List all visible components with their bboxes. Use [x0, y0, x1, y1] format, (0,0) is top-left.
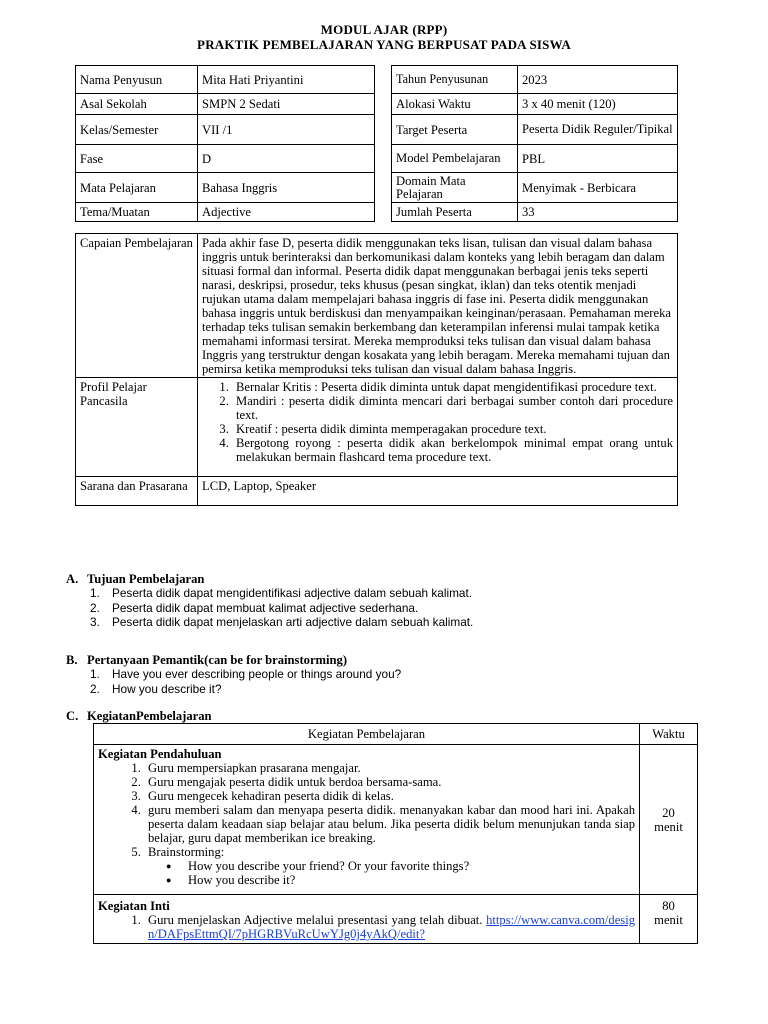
pemantik-list [76, 667, 401, 696]
sarana-row [76, 477, 678, 506]
info-row [76, 173, 375, 203]
col-header-time: Waktu [640, 724, 698, 745]
list-item: 5. Brainstorming: [144, 845, 635, 859]
document-title: MODUL AJAR (RPP) [320, 22, 448, 37]
inti-item-text: Guru menjelaskan Adjective melalui presentasi yang telah dibuat. [148, 913, 483, 927]
info-label: Alokasi Waktu [392, 94, 518, 115]
list-item: 2. How you describe it? [90, 681, 222, 696]
list-item: 1. Guru mempersiapkan prasarana mengajar. [144, 761, 635, 775]
inti-title: Kegiatan Inti [98, 899, 170, 913]
info-value: Bahasa Inggris [198, 173, 375, 203]
section-b-heading [66, 653, 347, 667]
pendahuluan-row [94, 745, 698, 895]
info-label: Nama Penyusun [76, 66, 198, 94]
inti-row [94, 895, 698, 944]
info-row [76, 145, 375, 173]
info-value: Adjective [198, 203, 375, 222]
info-value: PBL [518, 145, 678, 173]
info-label: Fase [76, 145, 198, 173]
inti-cell [94, 895, 640, 944]
info-value: Peserta Didik Reguler/Tipikal [518, 115, 678, 145]
time-value: 20 [662, 805, 675, 820]
sarana-label: Sarana dan Prasarana [76, 477, 198, 506]
info-row [76, 94, 375, 115]
time-unit: menit [654, 819, 683, 834]
info-value: D [198, 145, 375, 173]
info-label: Model Pembelajaran [392, 145, 518, 173]
document-subtitle: PRAKTIK PEMBELAJARAN YANG BERPUSAT PADA SISWA [197, 37, 571, 52]
info-value: Mita Hati Priyantini [198, 66, 375, 94]
info-table-left [75, 65, 375, 222]
profil-label: Profil Pelajar Pancasila [76, 378, 198, 477]
list-item: 2. Guru mengajak peserta didik untuk berdoa bersama-sama. [144, 775, 635, 789]
section-letter: C. [66, 709, 79, 723]
info-value: SMPN 2 Sedati [198, 94, 375, 115]
info-row [392, 203, 678, 222]
info-row [392, 115, 678, 145]
info-row [392, 66, 678, 94]
capaian-label: Capaian Pembelajaran [76, 234, 198, 378]
list-item: 3. Guru mengecek kehadiran peserta didik di kelas. [144, 789, 635, 803]
info-value: VII /1 [198, 115, 375, 145]
kegiatan-table [93, 723, 698, 944]
section-letter: B. [66, 653, 78, 667]
time-value: 80 [662, 899, 675, 913]
section-title: KegiatanPembelajaran [87, 709, 212, 723]
profil-item: 4. Bergotong royong : peserta didik akan berkelompok minimal empat orang untuk melakukan bermain flashcard tema procedure text. [232, 436, 673, 464]
info-row [76, 66, 375, 94]
info-value: Menyimak - Berbicara [518, 173, 678, 203]
profil-cell [198, 378, 678, 477]
info-row [392, 94, 678, 115]
info-row [392, 173, 678, 203]
list-item: 4. guru memberi salam dan menyapa peserta didik. menanyakan kabar dan mood hari ini. Apakah peserta dalam keadaan siap belajar atau belum. Jika peserta didik belum menunjukan tanda siap belajar, guru dapat memberikan ice breaking. [144, 803, 635, 845]
info-label: Domain Mata Pelajaran [392, 173, 518, 203]
capaian-row [76, 234, 678, 378]
list-item: 2. Peserta didik dapat membuat kalimat adjective sederhana. [90, 600, 419, 615]
learning-outcomes-table [75, 233, 678, 506]
pendahuluan-cell [94, 745, 640, 895]
kegiatan-header-row [94, 724, 698, 745]
section-title: Pertanyaan Pemantik(can be for brainstorming) [87, 653, 348, 667]
section-title: Tujuan Pembelajaran [87, 572, 205, 586]
info-value: 2023 [518, 66, 678, 94]
info-table-right [391, 65, 678, 222]
profil-list [202, 380, 673, 464]
list-item: 3. Peserta didik dapat menjelaskan arti adjective dalam sebuah kalimat. [90, 615, 474, 629]
info-label: Tahun Penyusunan [392, 66, 518, 94]
info-row [76, 203, 375, 222]
section-a-heading [66, 572, 204, 586]
time-unit: menit [654, 913, 683, 927]
profil-item: 2. Mandiri : peserta didik diminta mencari dari berbagai sumber contoh dari procedure text. [232, 394, 673, 422]
profil-row [76, 378, 678, 477]
list-item: 1. Have you ever describing people or things around you? [90, 667, 402, 681]
inti-list [98, 913, 635, 941]
inti-time [640, 895, 698, 944]
info-label: Asal Sekolah [76, 94, 198, 115]
canva-link[interactable]: https://www.canva.com/design/DAFpsEttmQI/7pHGRBVuRcUwYJg0j4yAkQ/edit? [148, 913, 635, 941]
info-label: Jumlah Peserta [392, 203, 518, 222]
section-letter: A. [66, 572, 79, 586]
capaian-text: Pada akhir fase D, peserta didik menggunakan teks lisan, tulisan dan visual dalam bahasa inggris untuk berinteraksi dan berkomunikasi dalam konteks yang lebih beragam dan dalam situasi formal dan informal. Peserta didik dapat menggunakan berbagai jenis teks seperti narasi, deskripsi, prosedur, teks khusus (pesan singkat, iklan) dan teks otentik menjadi rujukan utama dalam mempelajari bahasa inggris di fase ini. Peserta didik menggunakan bahasa inggris untuk berdiskusi dan menyampaikan keinginan/perasaan. Pemahaman mereka terhadap teks tulisan semakin berkembang dan keterampilan inferensi mulai tampak ketika memahami informasi tersirat. Mereka memproduksi teks tulisan dan visual dalam bahasa Inggris yang terstruktur dengan kosakata yang lebih beragam. Mereka memahami tujuan dan pemirsa ketika memproduksi teks tulisan dan visual dalam bahasa Inggris. [198, 234, 678, 378]
list-item: ● How you describe your friend? Or your favorite things? [166, 859, 635, 873]
profil-item: 1. Bernalar Kritis : Peserta didik diminta untuk dapat mengidentifikasi procedure text. [232, 380, 673, 394]
info-row [392, 145, 678, 173]
info-row [76, 115, 375, 145]
sarana-value: LCD, Laptop, Speaker [198, 477, 678, 506]
list-item: 1. Peserta didik dapat mengidentifikasi adjective dalam sebuah kalimat. [90, 586, 473, 600]
profil-item: 3. Kreatif : peserta didik diminta memperagakan procedure text. [232, 422, 673, 436]
info-label: Target Peserta [392, 115, 518, 145]
list-item [144, 913, 635, 941]
info-value: 33 [518, 203, 678, 222]
info-value: 3 x 40 menit (120) [518, 94, 678, 115]
pendahuluan-list [98, 761, 635, 859]
info-label: Mata Pelajaran [76, 173, 198, 203]
section-c-heading [66, 709, 212, 723]
info-label: Kelas/Semester [76, 115, 198, 145]
info-label: Tema/Muatan [76, 203, 198, 222]
col-header-activity: Kegiatan Pembelajaran [94, 724, 640, 745]
pendahuluan-title: Kegiatan Pendahuluan [98, 747, 222, 761]
list-item: ● How you describe it? [166, 873, 635, 887]
brainstorming-list [98, 859, 635, 887]
pendahuluan-time [640, 745, 698, 895]
tujuan-list [76, 586, 473, 630]
